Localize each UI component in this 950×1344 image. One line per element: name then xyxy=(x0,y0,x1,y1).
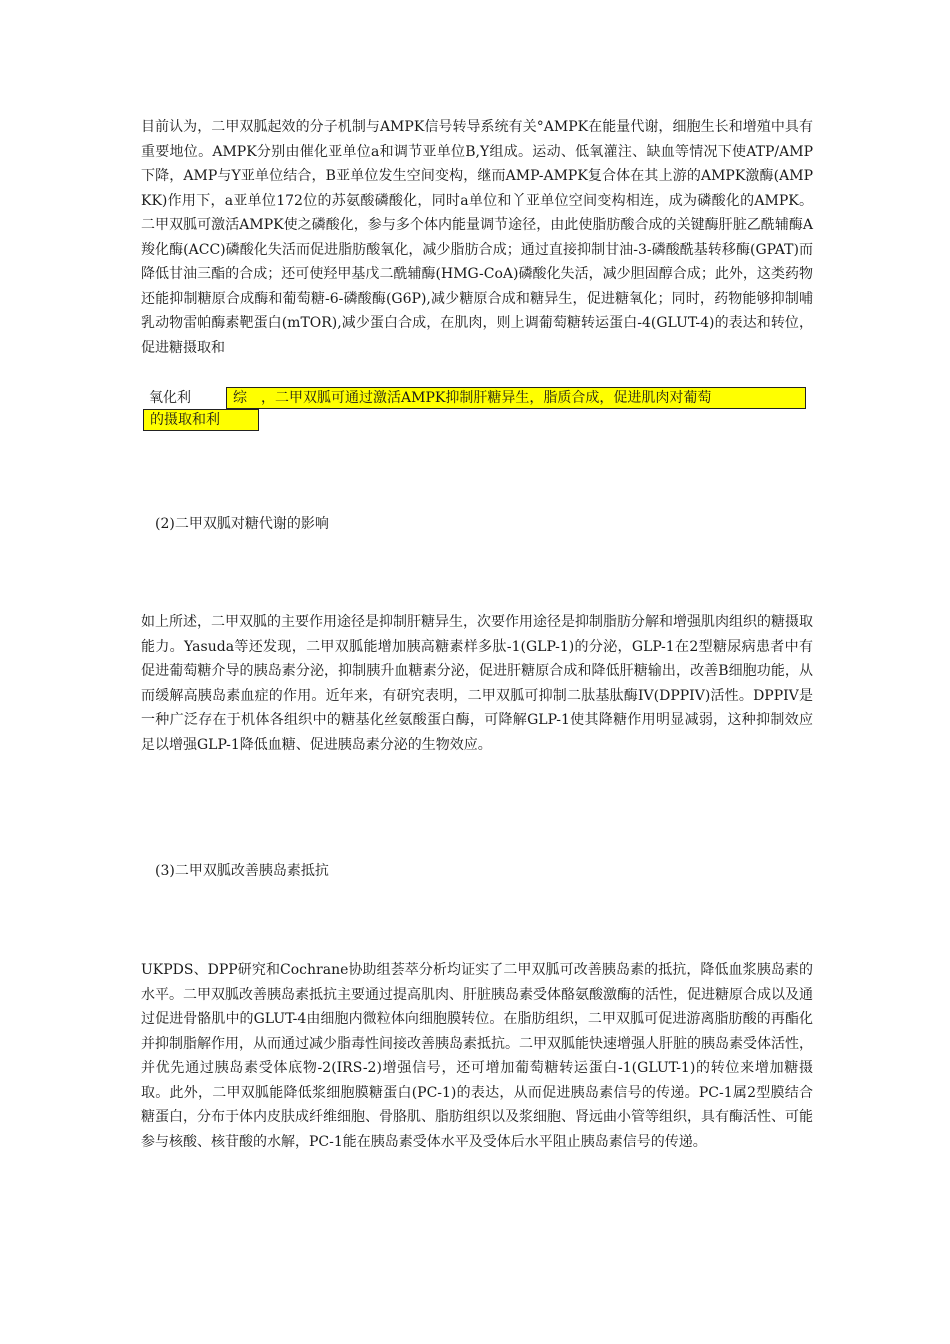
paragraph-insulin-resistance: UKPDS、DPP研究和Cochrane协助组荟萃分析均证实了二甲双胍可改善胰岛素的抵抗，降低血浆胰岛素的水平。二甲双胍改善胰岛素抵抗主要通过提高肌肉、肝脏胰岛素受体酪氨酸激酶的活性，促进糖原合成以及通过促进骨骼肌中的GLUT-4由细胞内微粒体向细胞膜转位。在脂肪组织，二甲双胍可促进游离脂肪酸的再酯化并抑制脂解作用，从而通过减少脂毒性间接改善胰岛素抵抗。二甲双胍能快速增强人肝脏的胰岛素受体活性，并优先通过胰岛素受体底物-2(IRS-2)增强信号，还可增加葡萄糖转运蛋白-1(GLUT-1)的转位来增加糖摄取。此外，二甲双胍能降低浆细胞膜糖蛋白(PC-1)的表达，从而促进胰岛素信号的传递。PC-1属2型膜结合糖蛋白，分布于体内皮肤成纤维细胞、骨胳肌、脂肪组织以及浆细胞、肾远曲小管等组织，具有酶活性、可能参与核酸、核苷酸的水解，PC-1能在胰岛素受体水平及受体后水平阻止胰岛素信号的传递。 xyxy=(141,962,813,1150)
highlighted-summary-line-2: 的摄取和利 xyxy=(143,409,259,431)
paragraph-ampk-mechanism: 目前认为，二甲双胍起效的分子机制与AMPK信号转导系统有关°AMPK在能量代谢，细胞生长和增殖中具有重要地位。AMPK分别由催化亚单位a和调节亚单位B,Y组成。运动、低氧灌注、缺血等情况下使ATP/AMP下降，AMP与Y亚单位结合，B亚单位发生空间变构，继而AMP-AMPK复合体在其上游的AMPK激酶(AMPKK)作用下，a亚单位172位的苏氨酸磷酸化，同时a单位和丫亚单位空间变构相连，成为磷酸化的AMPK。二甲双胍可激活AMPK使之磷酸化，参与多个体内能量调节途径，由此使脂肪酸合成的关键酶肝脏乙酰辅酶A羧化酶(ACC)磷酸化失活而促进脂肪酸氧化，减少脂肪合成；通过直接抑制甘油-3-磷酸酰基转移酶(GPAT)而降低甘油三酯的合成；还可使羟甲基戊二酰辅酶(HMG-CoA)磷酸化失活，减少胆固醇合成；此外，这类药物还能抑制糖原合成酶和葡萄糖-6-磷酸酶(G6P),减少糖原合成和糖异生，促进糖氧化；同时，药物能够抑制哺乳动物雷帕酶素靶蛋白(mTOR),减少蛋白合成，在肌肉，则上调葡萄糖转运蛋白-4(GLUT-4)的表达和转位，促进糖摄取和 xyxy=(141,119,813,356)
highlighted-summary-line-1: 综 ，二甲双胍可通过激活AMPK抑制肝糖异生，脂质合成，促进肌肉对葡萄 xyxy=(226,387,806,409)
highlighted-summary-row xyxy=(141,387,813,435)
paragraph-glucose-metabolism: 如上所述，二甲双胍的主要作用途径是抑制肝糖异生，次要作用途径是抑制脂肪分解和增强肌肉组织的糖摄取能力。Yasuda等还发现，二甲双胍能增加胰高糖素样多肽-1(GLP-1)的分泌，GLP-1在2型糖尿病患者中有促进葡萄糖介导的胰岛素分泌，抑制胰升血糖素分泌，促进肝糖原合成和降低肝糖输出，改善B细胞功能，从而缓解高胰岛素血症的作用。近年来，有研究表明，二甲双胍可抑制二肽基肽酶IV(DPPIV)活性。DPPIV是一种广泛存在于机体各组织中的糖基化丝氨酸蛋白酶，可降解GLP-1使其降糖作用明显减弱，这种抑制效应足以增强GLP-1降低血糖、促进胰岛素分泌的生物效应。 xyxy=(141,614,813,753)
paragraph-tail-text: 氧化利 xyxy=(149,390,191,406)
section-heading-glucose-metabolism: (2)二甲双胍对糖代谢的影响 xyxy=(155,516,329,532)
section-heading-insulin-resistance: (3)二甲双胍改善胰岛素抵抗 xyxy=(155,863,329,879)
